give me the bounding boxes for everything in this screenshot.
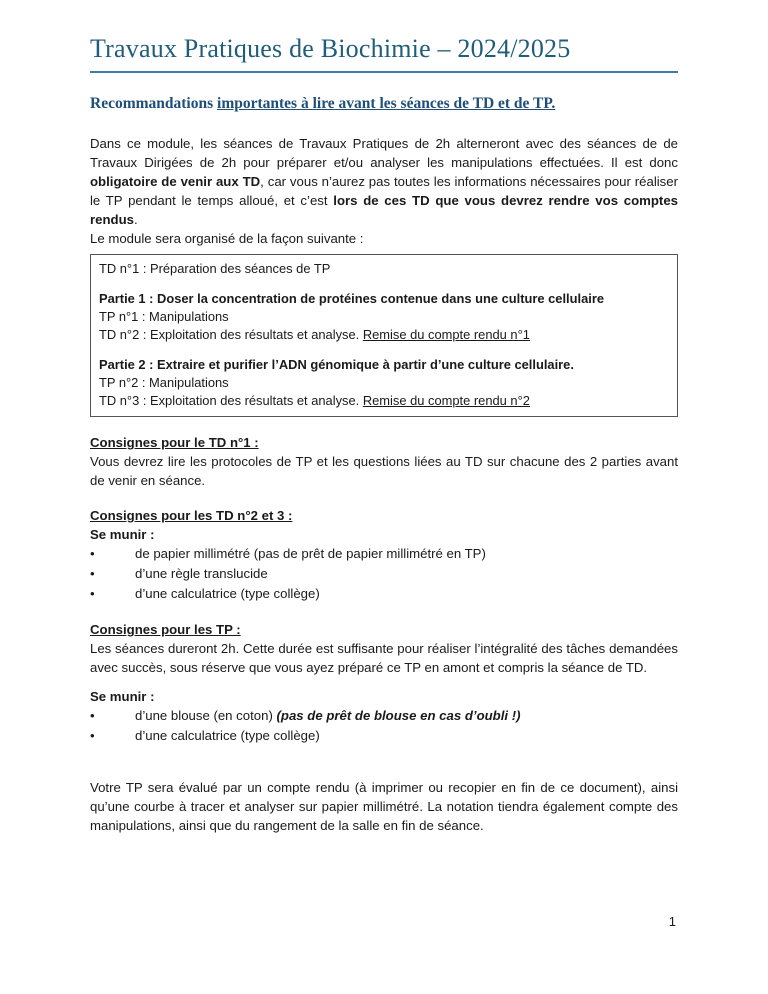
schedule-part2-title: Partie 2 : Extraire et purifier l’ADN génomique à partir d’une culture cellulaire. <box>99 357 574 372</box>
intro-run-bold-1: obligatoire de venir aux TD <box>90 174 261 189</box>
document-title: Travaux Pratiques de Biochimie – 2024/2025 <box>90 34 678 73</box>
tp-se-munir-label: Se munir : <box>90 689 155 704</box>
consignes-td1-heading: Consignes pour le TD n°1 : <box>90 435 259 450</box>
page-number: 1 <box>668 914 676 929</box>
schedule-blank-spacer <box>99 344 667 356</box>
schedule-part2-tp: TP n°2 : Manipulations <box>99 375 229 390</box>
consignes-tp-heading: Consignes pour les TP : <box>90 622 241 637</box>
bullet-text <box>135 706 521 726</box>
schedule-part1-td-lead: TD n°2 : Exploitation des résultats et analyse. <box>99 327 363 342</box>
recommendations-heading-underlined: importantes à lire avant les séances de TD et de TP. <box>217 95 556 112</box>
bullet-icon: • <box>90 708 95 723</box>
bullet-text: d’une calculatrice (type collège) <box>135 728 320 743</box>
schedule-blank-spacer <box>99 278 667 290</box>
recommendations-heading <box>90 94 678 113</box>
schedule-part2-td <box>99 392 667 410</box>
schedule-part2-td-lead: TD n°3 : Exploitation des résultats et analyse. <box>99 393 363 408</box>
intro-paragraph <box>90 134 678 229</box>
list-item <box>90 544 678 564</box>
schedule-part2-td-remise: Remise du compte rendu n°2 <box>362 393 530 408</box>
intro-run-1: Dans ce module, les séances de Travaux Pratiques de 2h alterneront avec des séances de de Travaux Dirigées de 2h pour préparer et/ou analyser les manipulations effectuées. Il est donc <box>90 136 678 170</box>
consignes-tp-body: Les séances dureront 2h. Cette durée est suffisante pour réaliser l’intégralité des tâches demandées avec succès, sous réserve que vous ayez préparé ce TP en amont et compris la séance de TD. <box>90 641 678 675</box>
schedule-part1-td <box>99 326 667 344</box>
bullet-text: d’une calculatrice (type collège) <box>135 586 320 601</box>
intro-run-bold-2: lors de ces TD que vous devrez rendre vos comptes rendus <box>90 193 678 227</box>
intro-run-3: . <box>133 212 138 227</box>
td23-se-munir-label: Se munir : <box>90 527 155 542</box>
bullet-text: de papier millimétré (pas de prêt de papier millimétré en TP) <box>135 546 486 561</box>
blouse-bullet-warning: (pas de prêt de blouse en cas d’oubli !) <box>276 708 521 723</box>
closing-paragraph: Votre TP sera évalué par un compte rendu (à imprimer ou recopier en fin de ce document), ainsi qu’une courbe à tracer et analyser sur papier millimétré. La notation tiendra également compte des manipulations, ainsi que du rangement de la salle en fin de séance. <box>90 780 678 833</box>
schedule-part1-td-remise: Remise du compte rendu n°1 <box>362 327 530 342</box>
blouse-bullet-lead: d’une blouse (en coton) <box>135 708 277 723</box>
bullet-icon: • <box>90 586 95 601</box>
bullet-icon: • <box>90 546 95 561</box>
list-item <box>90 726 678 746</box>
list-item <box>90 584 678 604</box>
bullet-text: d’une règle translucide <box>135 566 268 581</box>
bullet-icon: • <box>90 728 95 743</box>
schedule-part1-title: Partie 1 : Doser la concentration de protéines contenue dans une culture cellulaire <box>99 291 605 306</box>
consignes-td23-section <box>90 506 678 604</box>
bullet-icon: • <box>90 566 95 581</box>
schedule-td1: TD n°1 : Préparation des séances de TP <box>99 261 331 276</box>
schedule-box <box>90 254 678 417</box>
recommendations-heading-lead: Recommandations <box>90 95 218 112</box>
consignes-td1-body: Vous devrez lire les protocoles de TP et les questions liées au TD sur chacune des 2 parties avant de venir en séance. <box>90 454 678 488</box>
list-item <box>90 706 678 726</box>
list-item <box>90 564 678 584</box>
consignes-td23-heading: Consignes pour les TD n°2 et 3 : <box>90 508 293 523</box>
schedule-part1-tp: TP n°1 : Manipulations <box>99 309 229 324</box>
intro-run-2: , car vous n’aurez pas toutes les informations nécessaires pour réaliser le TP pendant le temps alloué, et c’est <box>90 174 678 208</box>
consignes-tp-section <box>90 620 678 677</box>
intro-organization-line: Le module sera organisé de la façon suivante : <box>90 231 364 246</box>
consignes-td1-section <box>90 433 678 490</box>
tp-se-munir-block <box>90 687 678 746</box>
